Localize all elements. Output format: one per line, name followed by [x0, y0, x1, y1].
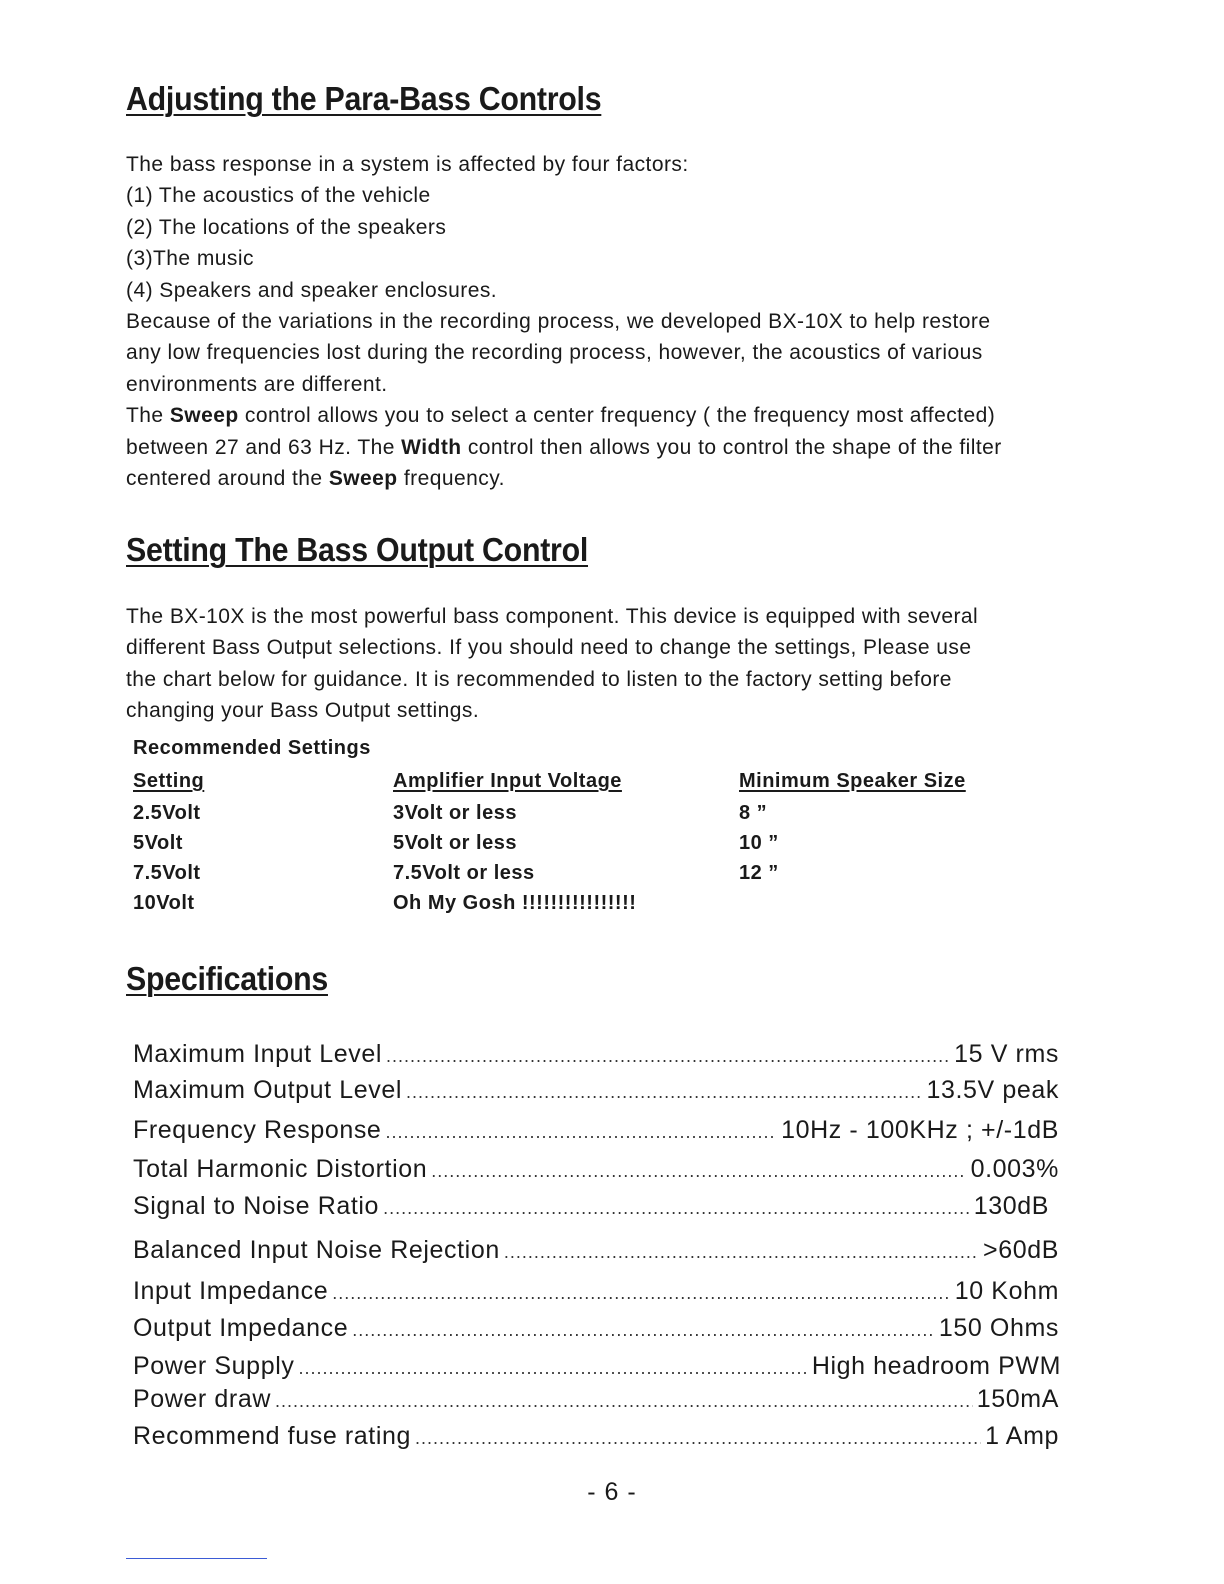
recommended-settings-table — [133, 770, 1033, 922]
spec-row — [133, 1192, 1049, 1226]
cell-voltage: 3Volt or less — [393, 802, 517, 824]
column-header-speaker-size: Minimum Speaker Size — [739, 770, 966, 792]
spec-label: Maximum Input Level — [133, 1040, 382, 1068]
table-row — [133, 832, 1033, 862]
cell-setting: 7.5Volt — [133, 862, 201, 884]
text-run: control allows you to select a center frequency ( the frequency most affected) — [238, 404, 996, 428]
page-number: - 6 - — [587, 1478, 637, 1506]
spec-row — [133, 1314, 1059, 1348]
cell-speaker-size: 12 ” — [739, 862, 779, 884]
body-line: changing your Bass Output settings. — [126, 699, 480, 723]
recommended-settings-title: Recommended Settings — [133, 737, 371, 759]
spec-value: 150 Ohms — [938, 1314, 1059, 1342]
section-title-para-bass: Adjusting the Para-Bass Controls — [126, 80, 602, 117]
spec-row — [133, 1155, 1059, 1189]
body-line: different Bass Output selections. If you should need to change the settings, Please use — [126, 636, 972, 660]
cell-voltage: 5Volt or less — [393, 832, 517, 854]
body-line: The BX-10X is the most powerful bass component. This device is equipped with several — [126, 605, 979, 628]
spec-row — [133, 1040, 1059, 1074]
body-line: any low frequencies lost during the recording process, however, the acoustics of various — [126, 341, 983, 365]
sweep-line-2 — [126, 432, 1126, 463]
body-line: The bass response in a system is affected by four factors: — [126, 153, 689, 176]
leader-dots — [275, 1391, 973, 1412]
cell-voltage: 7.5Volt or less — [393, 862, 535, 884]
spec-value: >60dB — [983, 1236, 1059, 1264]
leader-dots — [431, 1161, 966, 1182]
spec-value: 150mA — [976, 1385, 1059, 1413]
spec-label: Balanced Input Noise Rejection — [133, 1236, 500, 1264]
spec-label: Power draw — [133, 1385, 271, 1413]
cell-speaker-size: 8 ” — [739, 802, 768, 824]
footnote-rule — [126, 1558, 267, 1559]
column-header-voltage: Amplifier Input Voltage — [393, 770, 622, 792]
section-title-bass-output: Setting The Bass Output Control — [126, 531, 589, 568]
spec-label: Maximum Output Level — [133, 1076, 403, 1104]
body-line: environments are different. — [126, 372, 388, 396]
body-line: (3)The music — [126, 247, 254, 271]
spec-label: Signal to Noise Ratio — [133, 1192, 380, 1220]
body-line: (2) The locations of the speakers — [126, 215, 447, 239]
spec-label: Input Impedance — [133, 1277, 329, 1305]
leader-dots — [385, 1122, 777, 1143]
leader-dots — [504, 1242, 979, 1263]
section-title-specifications: Specifications — [126, 960, 328, 997]
spec-value: 13.5V peak — [926, 1076, 1059, 1104]
table-row — [133, 802, 1033, 832]
leader-dots — [383, 1198, 970, 1219]
body-line: (1) The acoustics of the vehicle — [126, 184, 431, 208]
spec-label: Power Supply — [133, 1352, 295, 1380]
cell-setting: 5Volt — [133, 832, 183, 854]
leader-dots — [298, 1358, 807, 1379]
leader-dots — [352, 1320, 935, 1341]
text-run: between 27 and 63 Hz. The — [126, 435, 402, 459]
table-header-row — [133, 770, 1033, 802]
sweep-term: Sweep — [328, 467, 398, 491]
spec-row — [133, 1385, 1059, 1419]
leader-dots — [332, 1283, 950, 1304]
table-row — [133, 892, 1033, 922]
leader-dots — [406, 1082, 922, 1103]
sweep-term: Sweep — [169, 404, 239, 428]
spec-label: Frequency Response — [133, 1116, 382, 1144]
text-run: frequency. — [397, 467, 505, 491]
spec-row — [133, 1277, 1059, 1311]
text-run: The — [126, 404, 170, 428]
body-line: Because of the variations in the recording process, we developed BX-10X to help restore — [126, 310, 991, 334]
spec-row — [133, 1076, 1059, 1110]
table-row — [133, 862, 1033, 892]
sweep-line-3 — [126, 463, 1126, 494]
text-run: control then allows you to control the shape of the filter — [461, 435, 1002, 459]
bass-output-body — [126, 601, 1126, 727]
cell-voltage: Oh My Gosh !!!!!!!!!!!!!!!! — [393, 892, 637, 914]
text-run: centered around the — [126, 467, 329, 491]
width-term: Width — [401, 435, 462, 459]
body-line: the chart below for guidance. It is recommended to listen to the factory setting before — [126, 667, 952, 691]
spec-row — [133, 1352, 1061, 1386]
spec-value: 0.003% — [970, 1155, 1059, 1183]
spec-row — [133, 1116, 1059, 1150]
column-header-setting: Setting — [133, 770, 205, 792]
spec-value: 130dB — [973, 1192, 1049, 1220]
cell-setting: 2.5Volt — [133, 802, 201, 824]
para-bass-body — [126, 149, 1126, 494]
spec-label: Recommend fuse rating — [133, 1422, 412, 1450]
sweep-line-1 — [126, 400, 1126, 431]
leader-dots — [386, 1046, 950, 1067]
spec-value: High headroom PWM — [811, 1352, 1061, 1380]
spec-label: Output Impedance — [133, 1314, 349, 1342]
spec-value: 1 Amp — [985, 1422, 1059, 1450]
spec-value: 15 V rms — [954, 1040, 1059, 1068]
cell-speaker-size: 10 ” — [739, 832, 779, 854]
spec-label: Total Harmonic Distortion — [133, 1155, 428, 1183]
spec-value: 10Hz - 100KHz ; +/-1dB — [781, 1116, 1059, 1144]
spec-row — [133, 1422, 1059, 1456]
leader-dots — [415, 1428, 981, 1449]
spec-value: 10 Kohm — [954, 1277, 1059, 1305]
spec-row — [133, 1236, 1059, 1270]
cell-setting: 10Volt — [133, 892, 195, 914]
body-line: (4) Speakers and speaker enclosures. — [126, 278, 498, 302]
